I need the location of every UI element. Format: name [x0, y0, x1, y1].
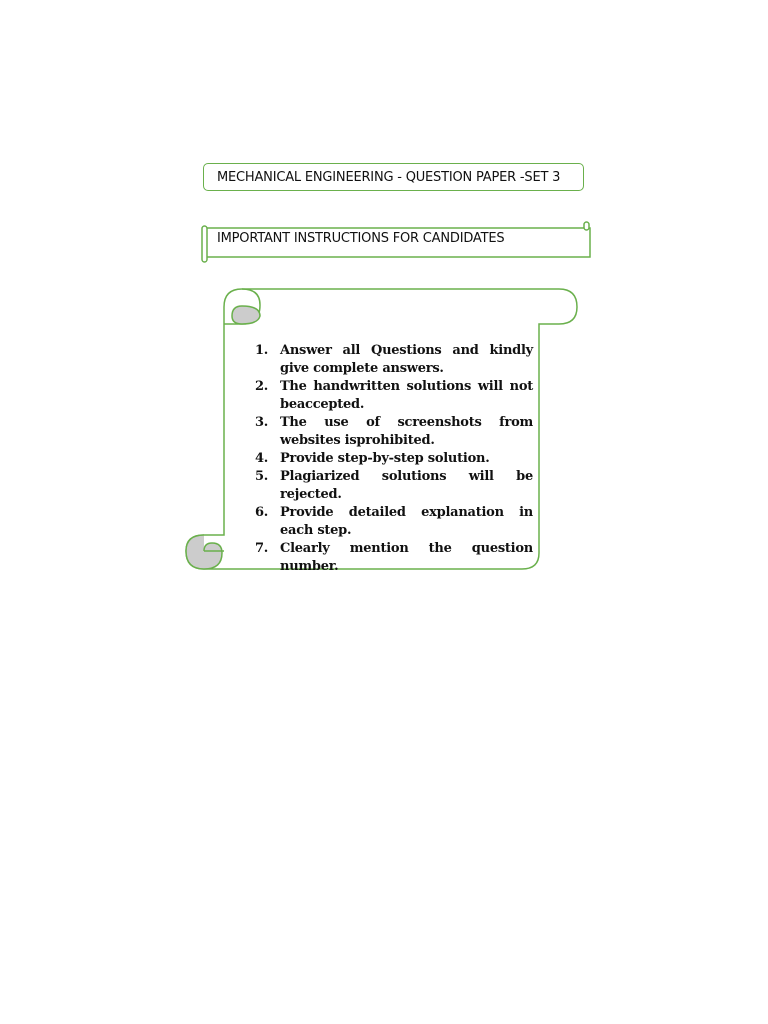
instructions-banner-title: IMPORTANT INSTRUCTIONS FOR CANDIDATES — [217, 231, 505, 246]
list-item: 1. Answer all Questions and kindly give complete answers. — [255, 343, 533, 376]
paper-title: MECHANICAL ENGINEERING - QUESTION PAPER -SET 3 — [217, 169, 561, 185]
list-item: 3. The use of screenshots from websites isprohibited. — [255, 415, 533, 448]
list-item: 5. Plagiarized solutions will be rejected. — [255, 469, 533, 502]
list-item: 7. Clearly mention the question number. — [255, 541, 533, 574]
list-item: 6. Provide detailed explanation in each step. — [255, 505, 533, 538]
paper-title-box — [203, 163, 584, 191]
list-item: 4. Provide step-by-step solution. — [255, 451, 490, 466]
instructions-list — [253, 342, 533, 576]
list-item: 2. The handwritten solutions will not beaccepted. — [255, 379, 533, 412]
